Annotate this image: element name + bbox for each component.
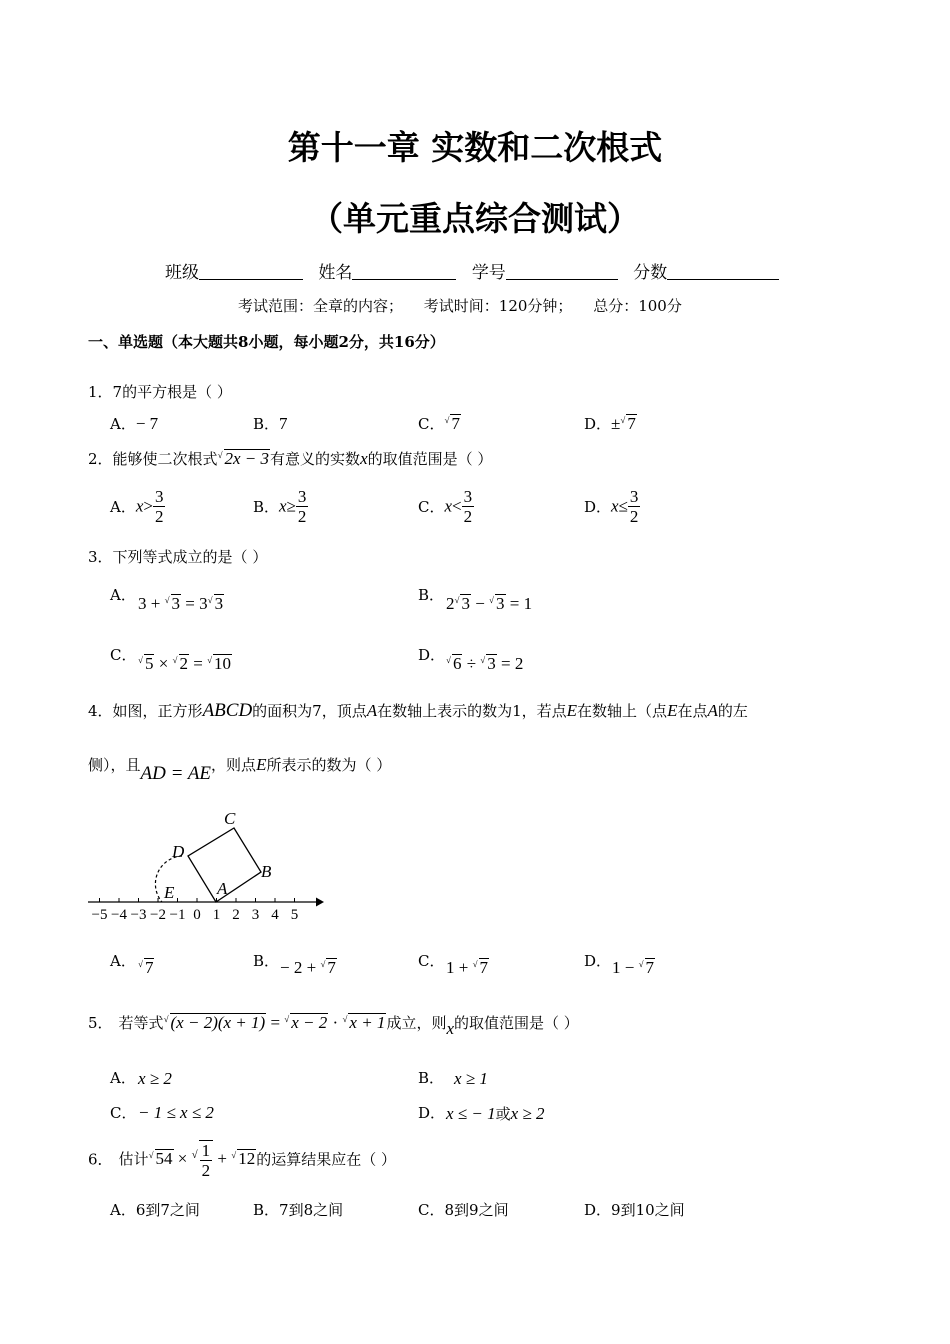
expr-part: = 1 <box>505 594 533 613</box>
radical-icon: √ <box>191 1149 198 1162</box>
tick-label: −4 <box>111 907 127 923</box>
radical-icon: √ <box>172 655 178 665</box>
option-label: A． <box>110 498 136 516</box>
radical-icon: √ <box>638 959 644 969</box>
radicand: 5 <box>144 654 154 673</box>
question-4-line1 <box>88 700 748 722</box>
q5-option-c-label: C． <box>110 1104 137 1122</box>
expr-part: · <box>328 1013 343 1032</box>
q6-option-d <box>584 1199 685 1220</box>
q1-option-c <box>418 413 461 434</box>
operator: ≥ <box>286 496 296 516</box>
tick-label: 4 <box>271 907 279 923</box>
tick-label: −2 <box>150 907 166 923</box>
q4-option-d-label: D． <box>584 952 612 970</box>
expr-part: 1 − <box>612 958 639 977</box>
radical-icon: √ <box>320 959 326 969</box>
question-number: 2． <box>88 450 113 468</box>
q4-option-a-label: A． <box>110 952 136 970</box>
point-name: E <box>256 755 267 774</box>
question-stem: 若等式 <box>118 1014 164 1032</box>
tick-labels <box>92 907 299 923</box>
option-value: 9到10之间 <box>611 1201 685 1219</box>
radicand: 7 <box>327 958 336 977</box>
radical-icon: √ <box>489 595 494 605</box>
operator: > <box>143 496 153 516</box>
option-label: D． <box>584 498 612 516</box>
id-blank <box>506 264 618 280</box>
tick-label: −3 <box>130 907 147 923</box>
q3-option-d <box>446 654 523 674</box>
label-a: A <box>217 879 228 898</box>
label-c: C <box>224 809 236 828</box>
q1-option-b <box>253 413 288 434</box>
question-stem: 的左 <box>717 702 748 720</box>
section-heading: 一、单选题（本大题共8小题，每小题2分，共16分） <box>88 333 445 351</box>
q4-option-c-label: C． <box>418 952 445 970</box>
q2-option-c <box>418 487 474 526</box>
q5-option-b-label: B． <box>418 1069 445 1087</box>
label-e: E <box>164 883 175 902</box>
question-stem: ，则点 <box>211 756 257 774</box>
option-label: B． <box>253 498 280 516</box>
question-number: 5． <box>88 1014 113 1032</box>
question-stem: 在数轴上（点 <box>577 702 668 720</box>
operator: < <box>452 496 462 516</box>
fraction <box>200 1141 213 1180</box>
variable: x <box>444 496 453 516</box>
q4-option-a <box>138 958 154 978</box>
expr-part: = 3 <box>181 594 208 613</box>
expr-part: x ≤ − 1 <box>446 1104 496 1123</box>
radical-icon: √ <box>138 959 143 969</box>
q3-option-c <box>138 654 232 674</box>
numerator: 1 <box>201 1141 211 1160</box>
question-6 <box>88 1140 396 1180</box>
question-stem: 如图，正方形 <box>112 702 203 720</box>
question-5 <box>88 1012 579 1038</box>
tick-label: 1 <box>212 907 221 923</box>
denominator: 2 <box>154 507 164 526</box>
square-name: ABCD <box>202 700 253 721</box>
tick-label: 2 <box>232 907 240 923</box>
question-number: 1． <box>88 383 113 401</box>
question-stem: 成立，则 <box>386 1014 447 1032</box>
expr-part: = <box>189 654 208 673</box>
denominator: 2 <box>629 507 639 526</box>
expr-part: − 2 + <box>280 958 321 977</box>
option-label: C． <box>418 1201 445 1219</box>
expr-part: × <box>154 654 173 673</box>
radicand: 3 <box>214 594 224 613</box>
point-name: A <box>707 701 718 720</box>
equation: AD = AE <box>140 763 212 784</box>
radicand: 2x − 3 <box>224 449 270 468</box>
q6-option-b <box>253 1199 343 1220</box>
exam-time: 考试时间：120分钟； <box>423 297 573 315</box>
radicand: 2 <box>179 654 188 673</box>
radicand: 54 <box>155 1149 173 1169</box>
class-label: 班级 <box>165 263 199 283</box>
expr-part: × <box>173 1149 192 1169</box>
expr-part: x ≥ 2 <box>510 1104 545 1123</box>
radicand: (x − 2)(x + 1) <box>170 1013 266 1032</box>
radicand: 7 <box>144 958 154 977</box>
q4-option-d <box>612 958 655 978</box>
numerator: 3 <box>629 487 639 506</box>
q5-option-c: − 1 ≤ x ≤ 2 <box>138 1103 214 1122</box>
exam-meta <box>238 295 682 316</box>
question-stem: 在点 <box>677 702 708 720</box>
name-label: 姓名 <box>318 263 353 283</box>
q5-option-d-label: D． <box>418 1104 446 1122</box>
q4-option-b <box>280 958 337 978</box>
denominator: 2 <box>463 507 473 526</box>
question-stem: 的运算结果应在（ ） <box>256 1150 396 1169</box>
q3-option-a <box>138 594 224 614</box>
label-d: D <box>172 842 185 861</box>
radicand: 3 <box>496 594 505 613</box>
radical-icon: √ <box>480 655 486 665</box>
radicand: x − 2 <box>291 1013 328 1032</box>
radical-icon: √ <box>472 959 478 969</box>
radical-icon: √ <box>446 655 451 665</box>
page-title: 第十一章 实数和二次根式 <box>287 128 663 167</box>
radical-icon: √ <box>207 655 213 665</box>
total-score: 总分：100分 <box>593 297 682 315</box>
option-label: D． <box>584 1201 612 1219</box>
radicand: 12 <box>238 1149 256 1169</box>
radicand: x + 1 <box>349 1013 386 1032</box>
question-stem: 的取值范围是（ ） <box>367 450 493 468</box>
fraction <box>628 487 641 526</box>
q2-option-d <box>584 487 640 526</box>
fraction <box>153 487 166 526</box>
score-label: 分数 <box>633 263 668 283</box>
q1-option-d <box>584 413 637 434</box>
radical-icon: √ <box>138 655 143 665</box>
q5-option-a-label: A． <box>110 1069 136 1087</box>
numerator: 3 <box>154 487 164 506</box>
question-stem: 能够使二次根式 <box>112 450 218 468</box>
radical-icon: √ <box>444 415 450 425</box>
option-label: C． <box>418 498 445 516</box>
tick-label: 5 <box>290 907 299 923</box>
option-value: 7到8之间 <box>279 1201 344 1219</box>
q3-option-a-label: A． <box>110 586 136 604</box>
option-label: A． <box>110 415 136 433</box>
expr-part: 2 <box>446 594 455 613</box>
question-number: 3． <box>88 548 113 566</box>
option-label: A． <box>110 1201 136 1219</box>
q3-option-d-label: D． <box>418 646 446 664</box>
question-stem: 在数轴上表示的数为1，若点 <box>377 702 567 720</box>
id-label: 学号 <box>471 263 506 283</box>
tick-label: −5 <box>91 907 108 923</box>
expr-part: ÷ <box>462 654 481 673</box>
numerator: 3 <box>463 487 473 506</box>
expr-part: = <box>266 1013 285 1032</box>
option-value: 6到7之间 <box>135 1201 200 1219</box>
point-name: A <box>366 701 378 720</box>
radical-icon: √ <box>163 1014 169 1024</box>
expr-part: + <box>213 1149 232 1169</box>
tick-label: 3 <box>251 907 260 923</box>
radicand: 6 <box>452 654 462 673</box>
fraction <box>462 487 475 526</box>
axis-arrow-icon <box>316 898 324 907</box>
question-stem: 所表示的数为（ ） <box>266 756 392 774</box>
q4-option-c <box>446 958 489 978</box>
option-label: B． <box>253 415 280 433</box>
option-value: 7 <box>279 414 288 433</box>
radical-icon: √ <box>342 1014 348 1024</box>
radical-icon: √ <box>217 450 223 460</box>
radical-icon: √ <box>231 1150 237 1161</box>
operator: ≤ <box>618 496 628 516</box>
option-label: D． <box>584 415 612 433</box>
option-label: B． <box>253 1201 280 1219</box>
point-name: E <box>667 701 678 720</box>
question-3 <box>88 546 267 567</box>
question-1 <box>88 381 232 402</box>
option-value: − 7 <box>135 414 159 433</box>
radicand: 10 <box>214 654 232 673</box>
plus-minus: ± <box>611 414 621 433</box>
question-number: 4． <box>88 702 113 720</box>
radicand: 7 <box>627 414 636 433</box>
question-4-line2 <box>88 754 392 784</box>
q3-option-c-label: C． <box>110 646 137 664</box>
radical-icon: √ <box>454 595 460 605</box>
denominator: 2 <box>201 1161 211 1180</box>
radicand: 7 <box>451 414 460 433</box>
tick-label: 0 <box>193 907 201 923</box>
tick-label: −1 <box>169 907 186 923</box>
radical-icon: √ <box>207 595 213 605</box>
radicand: 7 <box>645 958 655 977</box>
fraction <box>296 487 309 526</box>
radicand: 3 <box>461 594 470 613</box>
q2-option-b <box>253 487 308 526</box>
question-2 <box>88 448 492 469</box>
score-blank <box>667 264 779 280</box>
q5-option-d <box>446 1103 545 1124</box>
radicand: 7 <box>479 958 489 977</box>
q4-option-b-label: B． <box>253 952 280 970</box>
question-stem: 估计 <box>118 1150 149 1169</box>
question-stem: 有意义的实数 <box>270 450 361 468</box>
student-info-row <box>165 258 779 283</box>
question-stem: 下列等式成立的是（ ） <box>112 548 268 566</box>
radical-icon: √ <box>164 595 170 605</box>
question-stem: 侧），且 <box>88 756 141 774</box>
question-stem: 的取值范围是（ ） <box>454 1014 579 1032</box>
radical-icon: √ <box>148 1150 154 1161</box>
question-number: 6． <box>88 1150 113 1169</box>
radical-icon: √ <box>620 415 626 425</box>
name-blank <box>352 264 456 280</box>
variable: x <box>446 1019 454 1038</box>
radicand: 3 <box>487 654 496 673</box>
q1-option-a <box>110 413 158 434</box>
option-value: 8到9之间 <box>444 1201 509 1219</box>
class-blank <box>199 264 303 280</box>
q6-option-c <box>418 1199 509 1220</box>
exam-range: 考试范围：全章的内容； <box>238 297 404 315</box>
q3-option-b-label: B． <box>418 586 445 604</box>
question-stem: 7的平方根是（ ） <box>112 383 232 401</box>
number-line-figure <box>84 800 334 930</box>
expr-part: 或 <box>495 1105 511 1123</box>
point-name: E <box>566 701 578 720</box>
label-b: B <box>261 862 272 881</box>
expr-part: = 2 <box>496 654 524 673</box>
expr-part: 1 + <box>446 958 473 977</box>
variable: x <box>279 496 287 516</box>
variable: x <box>611 496 619 516</box>
variable: x <box>135 496 144 516</box>
numerator: 3 <box>297 487 307 506</box>
q5-option-a: x ≥ 2 <box>138 1069 172 1088</box>
radicand: 3 <box>171 594 181 613</box>
q2-option-a <box>110 487 165 526</box>
option-label: C． <box>418 415 445 433</box>
radical-icon: √ <box>284 1014 290 1024</box>
variable: x <box>360 449 368 468</box>
q3-option-b <box>446 594 532 614</box>
page-subtitle: （单元重点综合测试） <box>310 199 640 238</box>
expr-part: 3 + <box>138 594 165 613</box>
denominator: 2 <box>297 507 307 526</box>
question-stem: 的面积为7，顶点 <box>252 702 367 720</box>
expr-part: − <box>470 594 490 613</box>
q6-option-a <box>110 1199 200 1220</box>
q5-option-b: x ≥ 1 <box>454 1069 488 1088</box>
